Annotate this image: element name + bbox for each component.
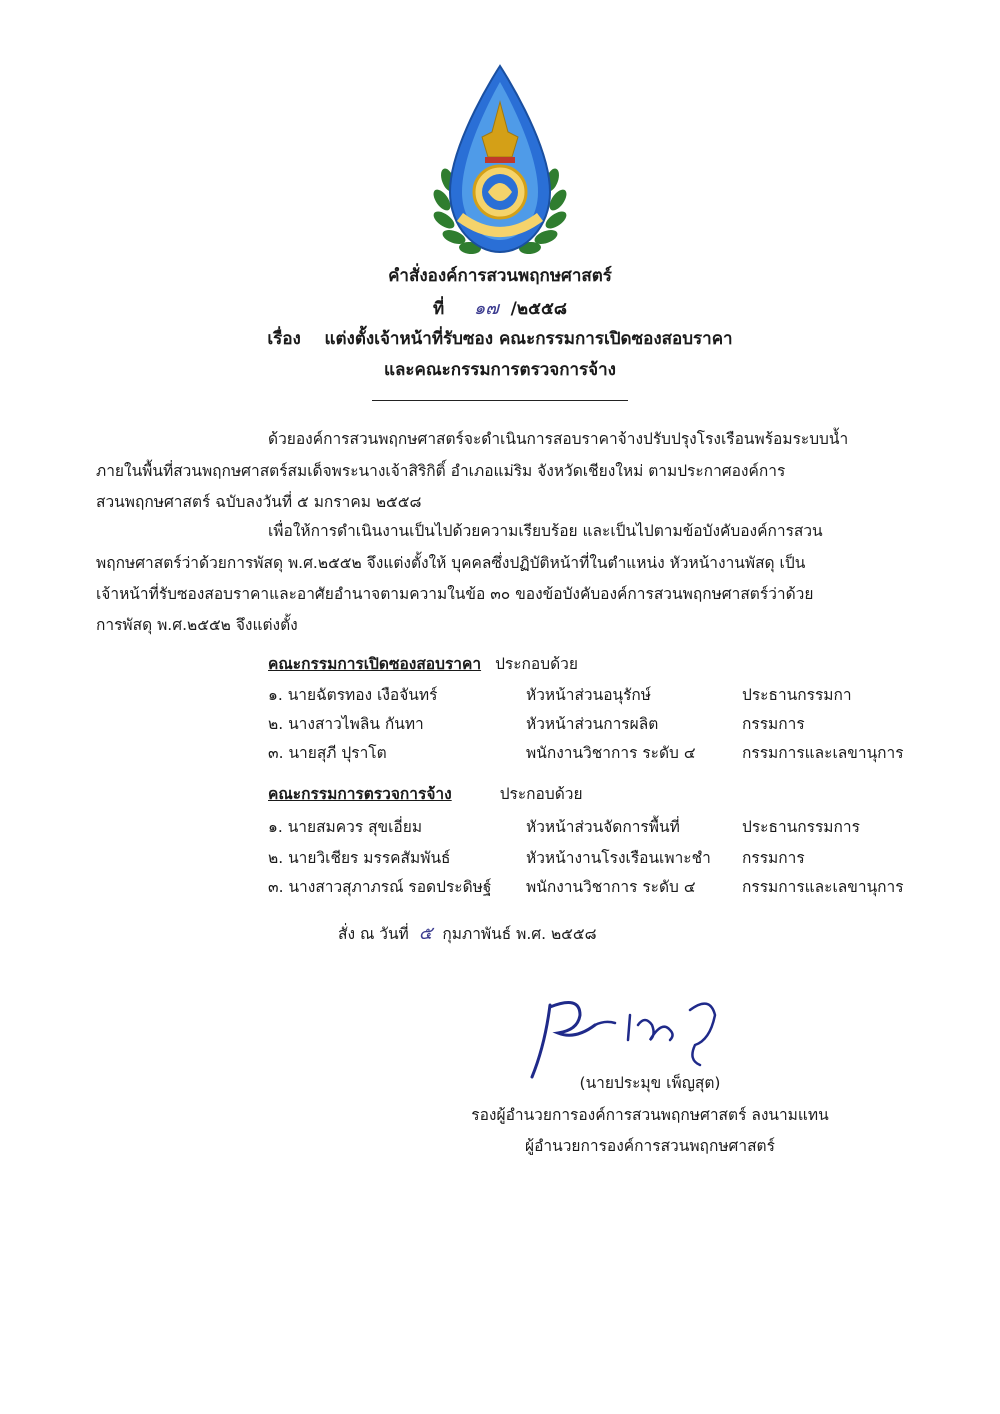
member-role: กรรมการ [742,715,805,733]
order-date-day-handwritten: ๕ [418,923,433,944]
member-position: หัวหน้างานโรงเรือนเพาะชำ [526,849,711,867]
member-role: กรรมการ [742,849,805,867]
member-position: พนักงานวิชาการ ระดับ ๔ [526,744,696,762]
member-role: กรรมการและเลขานุการ [742,744,904,762]
subject-line-2: และคณะกรรมการตรวจการจ้าง [384,360,616,380]
member-name: ๒. นายวิเชียร มรรคสัมพันธ์ [268,849,451,867]
subject-label: เรื่อง [267,329,301,349]
member-role: ประธานกรรมการ [742,818,860,836]
member-position: พนักงานวิชาการ ระดับ ๔ [526,878,696,896]
para2-line1: เพื่อให้การดำเนินงานเป็นไปด้วยความเรียบร้อย และเป็นไปตามข้อบังคับองค์การสวน [268,522,823,540]
signatory-role-line1: รองผู้อำนวยการองค์การสวนพฤกษศาสตร์ ลงนามแทน [471,1106,829,1124]
para2-line4: การพัสดุ พ.ศ.๒๕๕๒ จึงแต่งตั้ง [96,616,298,634]
committee-2-suffix: ประกอบด้วย [499,785,583,803]
committee-1-suffix: ประกอบด้วย [495,655,578,673]
document-title: คำสั่งองค์การสวนพฤกษศาสตร์ [388,266,612,286]
subject-line-1 [0,325,1000,352]
committee-2-member-1 [268,814,918,840]
order-date-suffix: กุมภาพันธ์ พ.ศ. ๒๕๕๘ [442,925,597,943]
order-number [0,293,1000,322]
committee-1-member-1 [268,682,918,708]
para1-line1: ด้วยองค์การสวนพฤกษศาสตร์จะดำเนินการสอบราคาจ้างปรับปรุงโรงเรือนพร้อมระบบน้ำ [268,430,849,448]
order-number-prefix: ที่ [433,299,445,319]
committee-2-member-2 [268,845,918,871]
committee-2-member-3 [268,874,918,900]
order-date-prefix: สั่ง ณ วันที่ [338,925,409,943]
signatory-role-line2: ผู้อำนวยการองค์การสวนพฤกษศาสตร์ [525,1137,775,1155]
committee-1-member-3 [268,740,918,766]
para1-line2: ภายในพื้นที่สวนพฤกษศาสตร์สมเด็จพระนางเจ้าสิริกิติ์ อำเภอแม่ริม จังหวัดเชียงใหม่ ตามประกาศองค์การ [96,462,786,480]
subject-text-1: แต่งตั้งเจ้าหน้าที่รับซอง คณะกรรมการเปิดซองสอบราคา [324,329,733,349]
member-role: ประธานกรรมกา [742,686,852,704]
member-position: หัวหน้าส่วนจัดการพื้นที่ [526,818,680,836]
member-position: หัวหน้าส่วนการผลิต [526,715,659,733]
para2-line3: เจ้าหน้าที่รับซองสอบราคาและอาศัยอำนาจตามความในข้อ ๓๐ ของข้อบังคับองค์การสวนพฤกษศาสตร์ว่าด้วย [96,585,814,603]
para1-line3: สวนพฤกษศาสตร์ ฉบับลงวันที่ ๕ มกราคม ๒๕๕๘ [96,493,422,511]
member-name: ๓. นางสาวสุภาภรณ์ รอดประดิษฐ์ [268,878,492,896]
order-number-handwritten: ๑๗ [473,298,499,319]
member-name: ๒. นางสาวไพลิน กันทา [268,715,424,733]
order-number-suffix: /๒๕๕๘ [510,299,567,319]
committee-1-heading [268,651,578,676]
member-name: ๑. นายสมควร สุขเอี่ยม [268,818,423,836]
committee-1-title: คณะกรรมการเปิดซองสอบราคา [268,655,482,673]
member-position: หัวหน้าส่วนอนุรักษ์ [526,686,652,704]
header-divider [372,400,628,401]
order-date [338,918,597,947]
para2-line2: พฤกษศาสตร์ว่าด้วยการพัสดุ พ.ศ.๒๕๕๒ จึงแต่งตั้งให้ บุคคลซึ่งปฏิบัติหน้าที่ในตำแหน่ง หัวหน้างานพัสดุ เป็น [96,554,806,572]
committee-2-title: คณะกรรมการตรวจการจ้าง [268,785,452,803]
member-role: กรรมการและเลขานุการ [742,878,904,896]
committee-1-member-2 [268,711,918,737]
member-name: ๑. นายฉัตรทอง เงือจันทร์ [268,686,438,704]
member-name: ๓. นายสุภี ปุราโต [268,744,387,762]
organization-logo [430,62,570,262]
signatory-name: (นายประมุข เพ็ญสุต) [579,1074,721,1092]
committee-2-heading [268,781,583,806]
